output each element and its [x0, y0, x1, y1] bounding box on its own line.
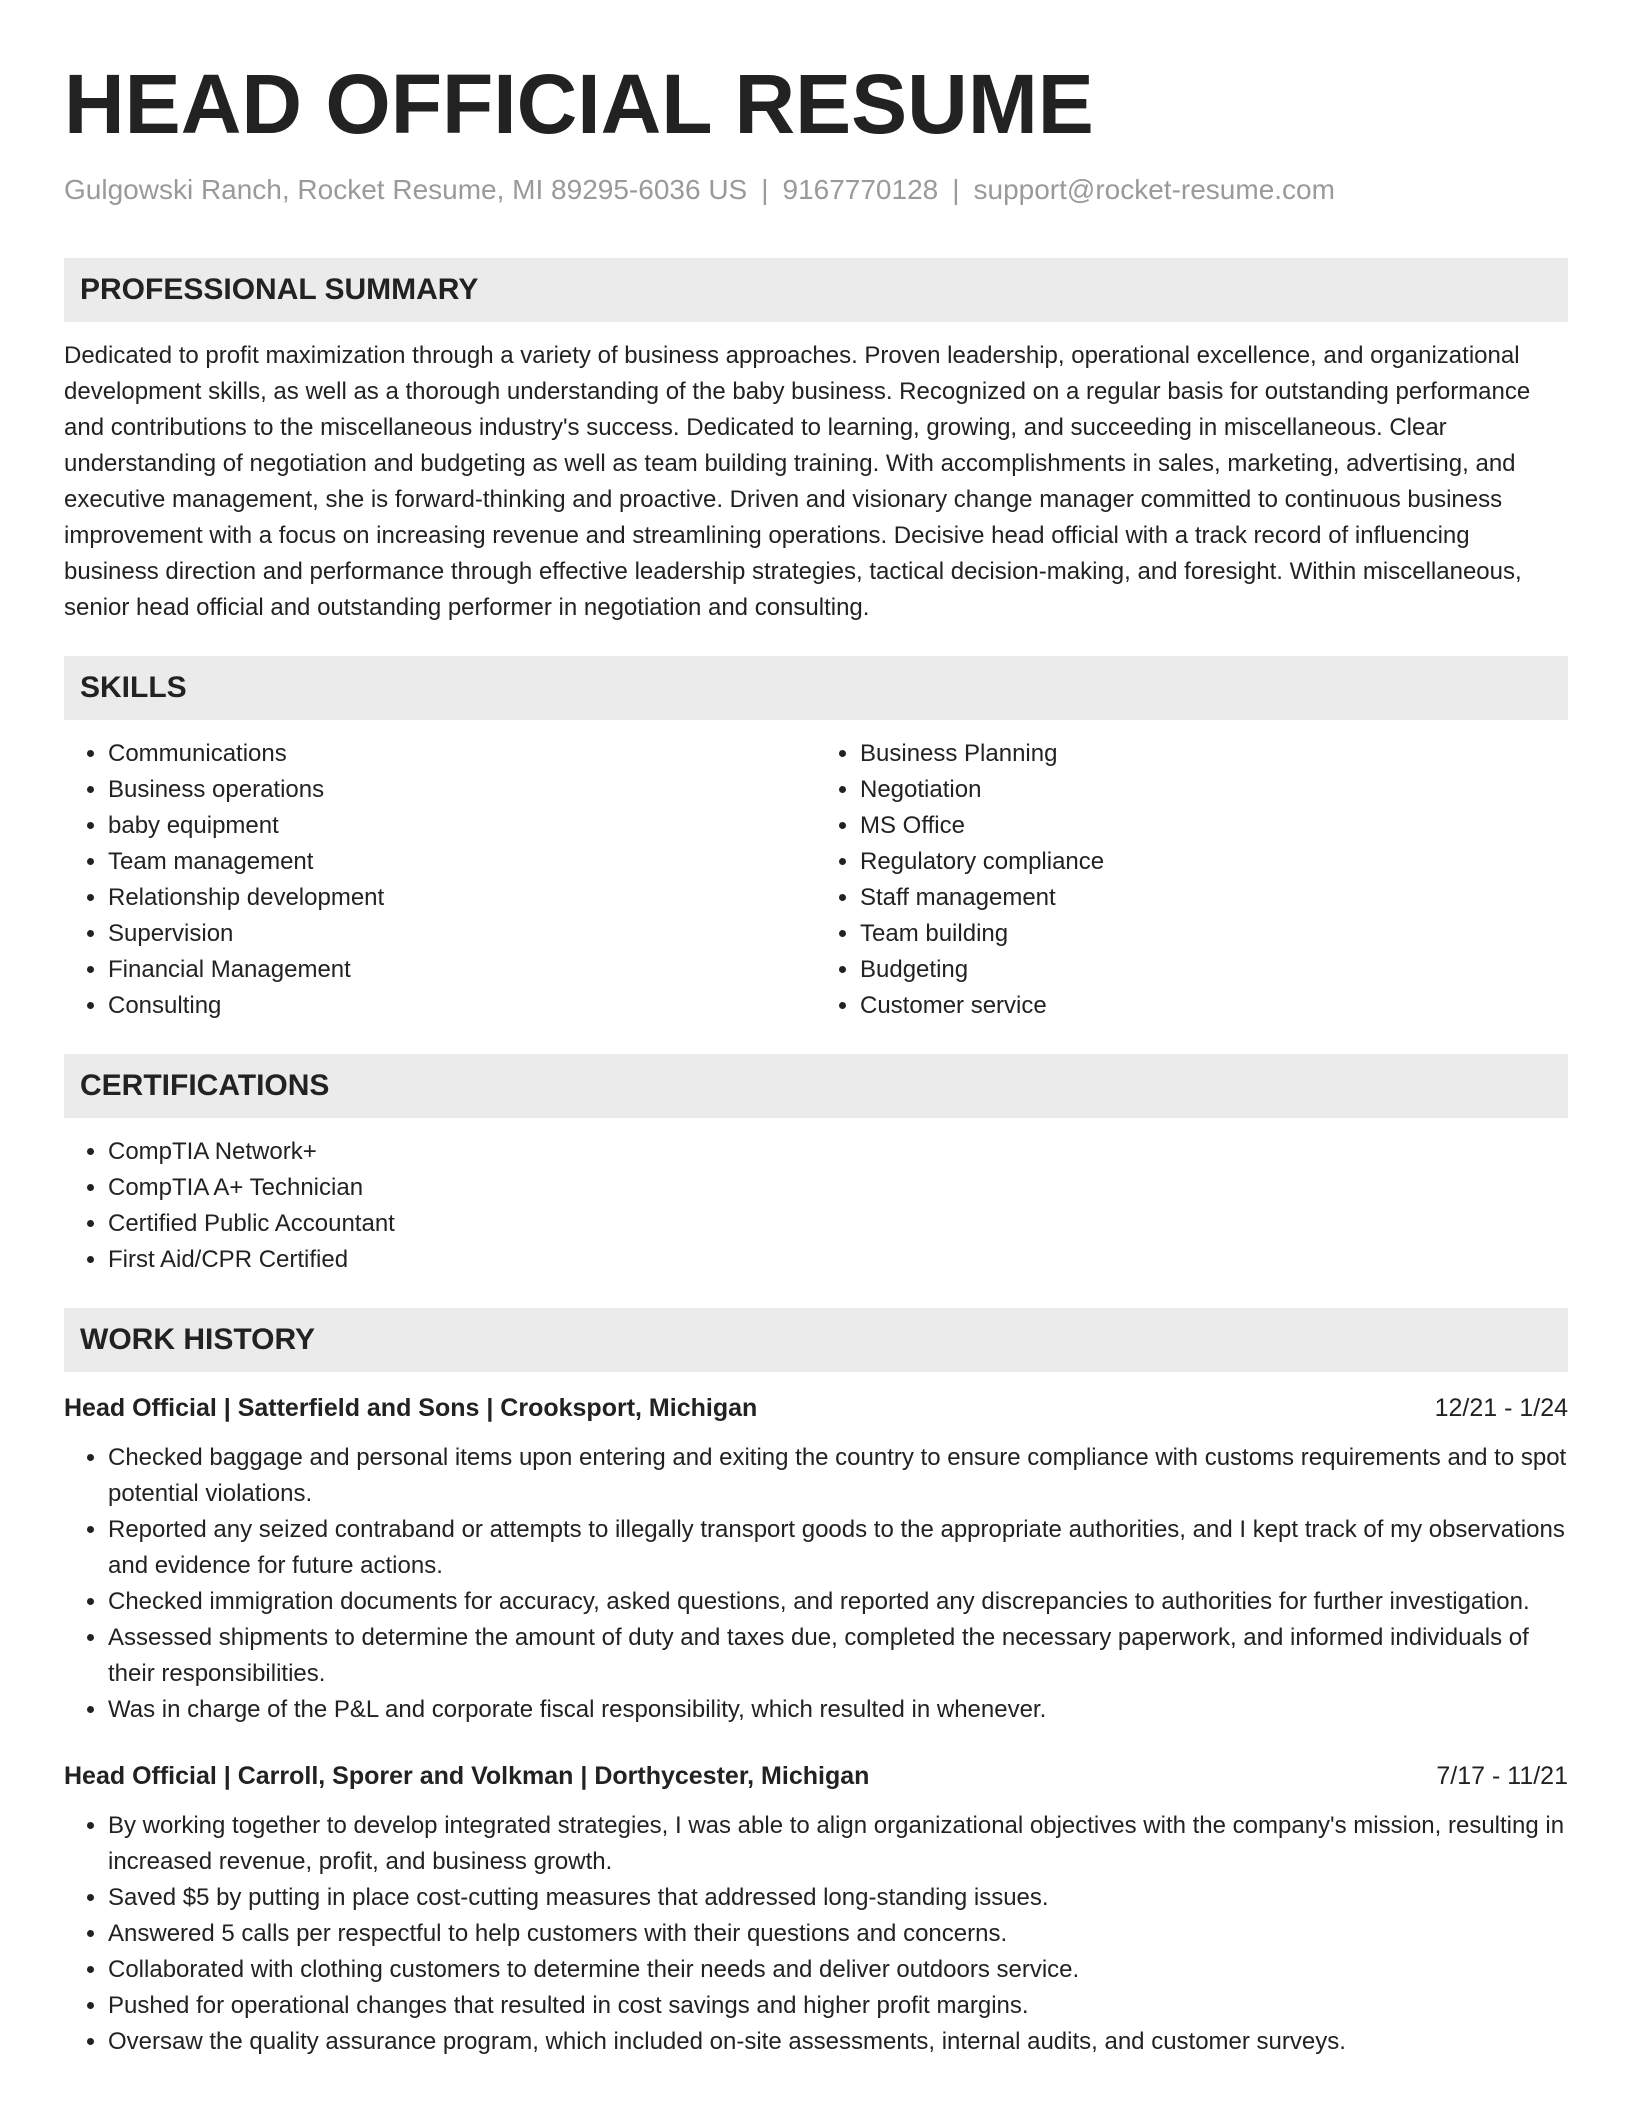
skill-item: • Negotiation [860, 772, 1568, 808]
section-heading-summary: PROFESSIONAL SUMMARY [64, 258, 1568, 322]
contact-phone: 9167770128 [782, 174, 939, 205]
job-bullet: • Pushed for operational changes that resulted in cost savings and higher profit margins. [108, 1988, 1568, 2024]
skill-item: • Financial Management [108, 952, 816, 988]
summary-text: Dedicated to profit maximization through a variety of business approaches. Proven leadership, operational excellence, and organizational development skills, as well as a thorough understanding of the baby business. Recognized on a regular basis for outstanding performance and contributions to the miscellaneous industry's success. Dedicated to learning, growing, and succeeding in miscellaneous. Clear understanding of negotiation and budgeting as well as team building training. With accomplishments in sales, marketing, advertising, and executive management, she is forward-thinking and proactive. Driven and visionary change manager committed to continuous business improvement with a focus on increasing revenue and streamlining operations. Decisive head official with a track record of influencing business direction and performance through effective leadership strategies, tactical decision-making, and foresight. Within miscellaneous, senior head official and outstanding performer in negotiation and consulting. [64, 342, 1531, 621]
job-bullet: • Collaborated with clothing customers to determine their needs and deliver outdoors service. [108, 1952, 1568, 1988]
job-title: Head Official | Carroll, Sporer and Volkman | Dorthycester, Michigan [64, 1762, 870, 1790]
contact-email: support@rocket-resume.com [973, 174, 1335, 205]
job-header [64, 1390, 1568, 1426]
skill-item: • Business Planning [860, 736, 1568, 772]
skill-item: • Staff management [860, 880, 1568, 916]
job-bullet: • Assessed shipments to determine the amount of duty and taxes due, completed the necessary paperwork, and informed individuals of their responsibilities. [108, 1620, 1568, 1692]
job-bullets [64, 1808, 1568, 2060]
section-heading-skills: SKILLS [64, 656, 1568, 720]
job-bullet: • Oversaw the quality assurance program, which included on-site assessments, internal audits, and customer surveys. [108, 2024, 1568, 2060]
skill-item: • Budgeting [860, 952, 1568, 988]
job-bullet: • Checked immigration documents for accuracy, asked questions, and reported any discrepancies to authorities for further investigation. [108, 1584, 1568, 1620]
job-bullet: • By working together to develop integrated strategies, I was able to align organizational objectives with the company's mission, resulting in increased revenue, profit, and business growth. [108, 1808, 1568, 1880]
skill-item: • Team management [108, 844, 816, 880]
job-bullet: • Saved $5 by putting in place cost-cutting measures that addressed long-standing issues. [108, 1880, 1568, 1916]
job-bullet: • Answered 5 calls per respectful to help customers with their questions and concerns. [108, 1916, 1568, 1952]
skill-item: • Communications [108, 736, 816, 772]
skill-item: • Regulatory compliance [860, 844, 1568, 880]
job-bullet: • Was in charge of the P&L and corporate fiscal responsibility, which resulted in whenever. [108, 1692, 1568, 1728]
job-entry [64, 1758, 1568, 2060]
section-heading-work-history: WORK HISTORY [64, 1308, 1568, 1372]
skill-item: • Customer service [860, 988, 1568, 1024]
skill-item: • MS Office [860, 808, 1568, 844]
skill-item: • Relationship development [108, 880, 816, 916]
skills-grid [64, 720, 1568, 1024]
job-dates: 12/21 - 1/24 [1434, 1394, 1568, 1422]
contact-address: Gulgowski Ranch, Rocket Resume, MI 89295-6036 US [64, 174, 748, 205]
job-bullet: • Reported any seized contraband or attempts to illegally transport goods to the appropriate authorities, and I kept track of my observations and evidence for future actions. [108, 1512, 1568, 1584]
job-bullet: • Checked baggage and personal items upon entering and exiting the country to ensure compliance with customs requirements and to spot potential violations. [108, 1440, 1568, 1512]
job-dates: 7/17 - 11/21 [1436, 1762, 1568, 1790]
skill-item: • Business operations [108, 772, 816, 808]
section-heading-certifications: CERTIFICATIONS [64, 1054, 1568, 1118]
contact-line [64, 172, 1568, 208]
skill-item: • Supervision [108, 916, 816, 952]
job-bullets [64, 1440, 1568, 1728]
skills-list-right [816, 736, 1568, 1024]
job-entry [64, 1390, 1568, 1728]
work-history-list [64, 1390, 1568, 2060]
resume-title: HEAD OFFICIAL RESUME [64, 57, 1094, 151]
certification-item: • First Aid/CPR Certified [108, 1242, 1568, 1278]
certification-item: • CompTIA A+ Technician [108, 1170, 1568, 1206]
skill-item: • Consulting [108, 988, 816, 1024]
certification-item: • Certified Public Accountant [108, 1206, 1568, 1242]
job-header [64, 1758, 1568, 1794]
skills-list-left [64, 736, 816, 1024]
job-title: Head Official | Satterfield and Sons | Crooksport, Michigan [64, 1394, 758, 1422]
contact-separator: | [952, 174, 960, 205]
contact-separator: | [761, 174, 769, 205]
certifications-list [64, 1134, 1568, 1278]
skill-item: • Team building [860, 916, 1568, 952]
skill-item: • baby equipment [108, 808, 816, 844]
certification-item: • CompTIA Network+ [108, 1134, 1568, 1170]
